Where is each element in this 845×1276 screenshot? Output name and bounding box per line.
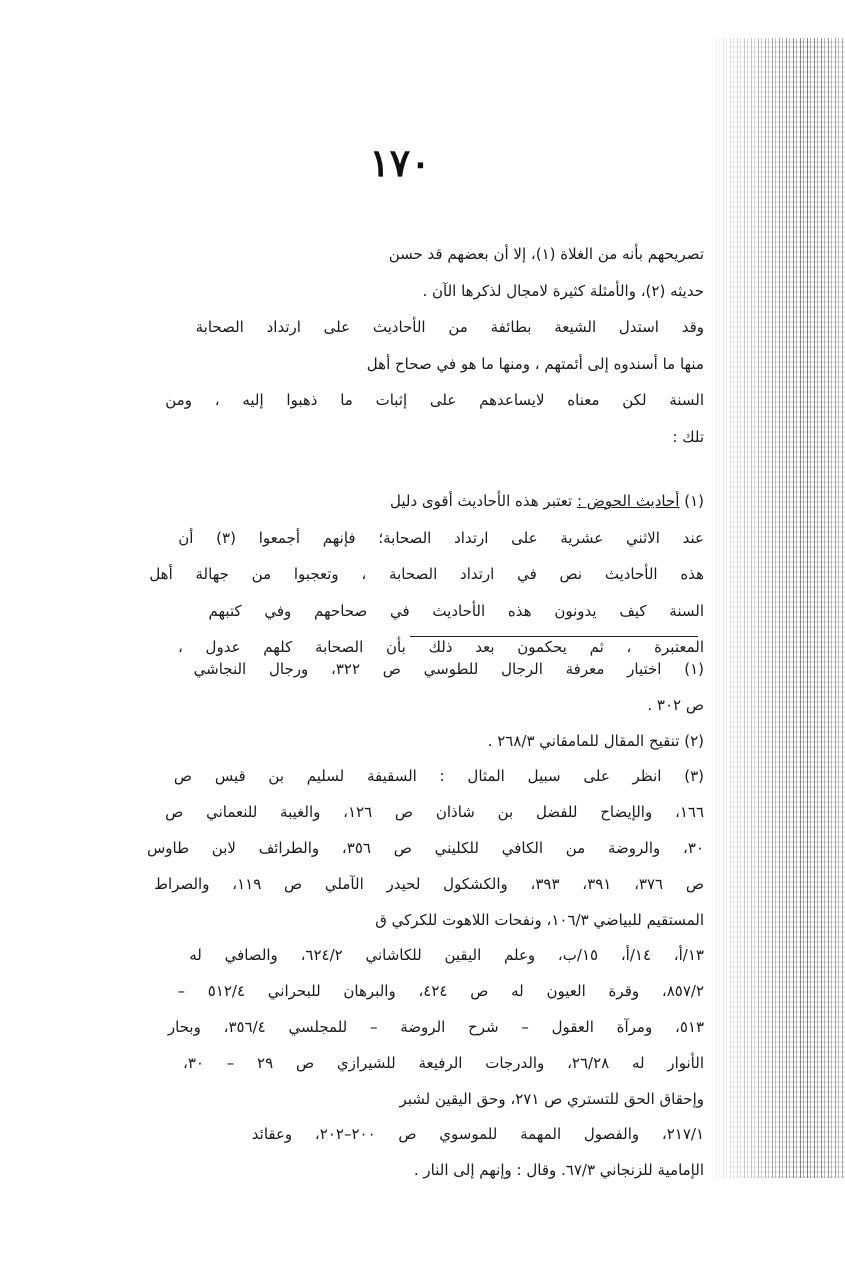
text-line: عند الاثني عشرية على ارتداد الصحابة؛ فإنهم أجمعوا (٣) أن [178, 528, 704, 547]
footnote-line: (٢) تنقيح المقال للمامقاني ٢٦٨/٣ . [487, 731, 704, 750]
footnote-line: المستقيم للبياضي ١٠٦/٣، ونفحات اللاهوت للكركي ق [375, 910, 704, 929]
text-line: منها ما أسندوه إلى أئمتهم ، ومنها ما هو في صحاح أهل [366, 354, 704, 373]
footnote-line: وإحقاق الحق للتستري ص ٢٧١، وحق اليقين لشبر [399, 1089, 704, 1108]
page-number: ١٧٠ [369, 140, 431, 185]
footnote-line: الإمامية للزنجاني ٦٧/٣. وقال : وإنهم إلى النار . [413, 1161, 704, 1180]
text-line: السنة كيف يدونون هذه الأحاديث في صحاحهم وفي كتبهم [208, 601, 704, 620]
text-line: السنة لكن معناه لايساعدهم على إثبات ما ذهبوا إليه ، ومن [165, 391, 704, 409]
hawd-heading-line [132, 483, 704, 520]
footnote-line: ٥١٣، ومرآة العقول – شرح الروضة – للمجلسي ٣٥٦/٤، وبحار [167, 1017, 704, 1036]
text-line: تلك : [672, 427, 704, 446]
footnote-line: ص ٣٧٦، ٣٩١، ٣٩٣، والكشكول لحيدر الآملي ص ١١٩، والصراط [154, 874, 704, 893]
footnote-line: (٣) انظر على سبيل المثال : السقيفة لسليم بن قيس ص [173, 767, 704, 786]
footnote-line: الأنوار له ٢٦/٢٨، والدرجات الرفيعة للشيرازي ص ٢٩ – ٣٠، [183, 1053, 704, 1072]
section-heading: أحاديث الحوض : [576, 492, 680, 510]
footnotes [132, 652, 704, 1189]
text-line: هذه الأحاديث نص في ارتداد الصحابة ، وتعجبوا من جهالة أهل [149, 565, 704, 583]
footnote-line: ٢١٧/١، والفصول المهمة للموسوي ص ٢٠٠–٢٠٢، وعقائد [251, 1125, 704, 1144]
footnote-line: (١) اختيار معرفة الرجال للطوسي ص ٣٢٢، ورجال النجاشي [193, 660, 704, 678]
text-line: المعتبرة ، ثم يحكمون بعد ذلك بأن الصحابة كلهم عدول ، [177, 638, 704, 656]
heading-rest: تعتبر هذه الأحاديث أقوى دليل [390, 492, 573, 510]
text-line: حديثه (٢)، والأمثلة كثيرة لامجال لذكرها الآن . [422, 281, 704, 300]
footnote-line: ص ٣٠٢ . [647, 695, 704, 714]
footnote-line: ٨٥٧/٢، وقرة العيون له ص ٤٢٤، والبرهان للبحراني ٥١٢/٤ – [177, 982, 704, 1001]
scan-binding-edge [709, 38, 845, 1178]
footnote-line: ١٣/أ، ١٤/أ، ١٥/ب، وعلم اليقين للكاشاني ٦٢٤/٢، والصافي له [189, 946, 704, 965]
item-number: (١) [684, 492, 704, 510]
text-line: وقد استدل الشيعة بطائفة من الأحاديث على ارتداد الصحابة [195, 318, 704, 336]
footnote-separator [410, 636, 698, 637]
text-line: تصريحهم بأنه من الغلاة (١)، إلا أن بعضهم قد حسن [388, 245, 704, 263]
footnote-line: ٣٠، والروضة من الكافي للكليني ص ٣٥٦، والطرائف لابن طاوس [146, 838, 704, 857]
footnote-line: ١٦٦، والإيضاح للفضل بن شاذان ص ١٢٦، والغيبة للنعماني ص [165, 803, 704, 822]
main-text [132, 236, 704, 666]
